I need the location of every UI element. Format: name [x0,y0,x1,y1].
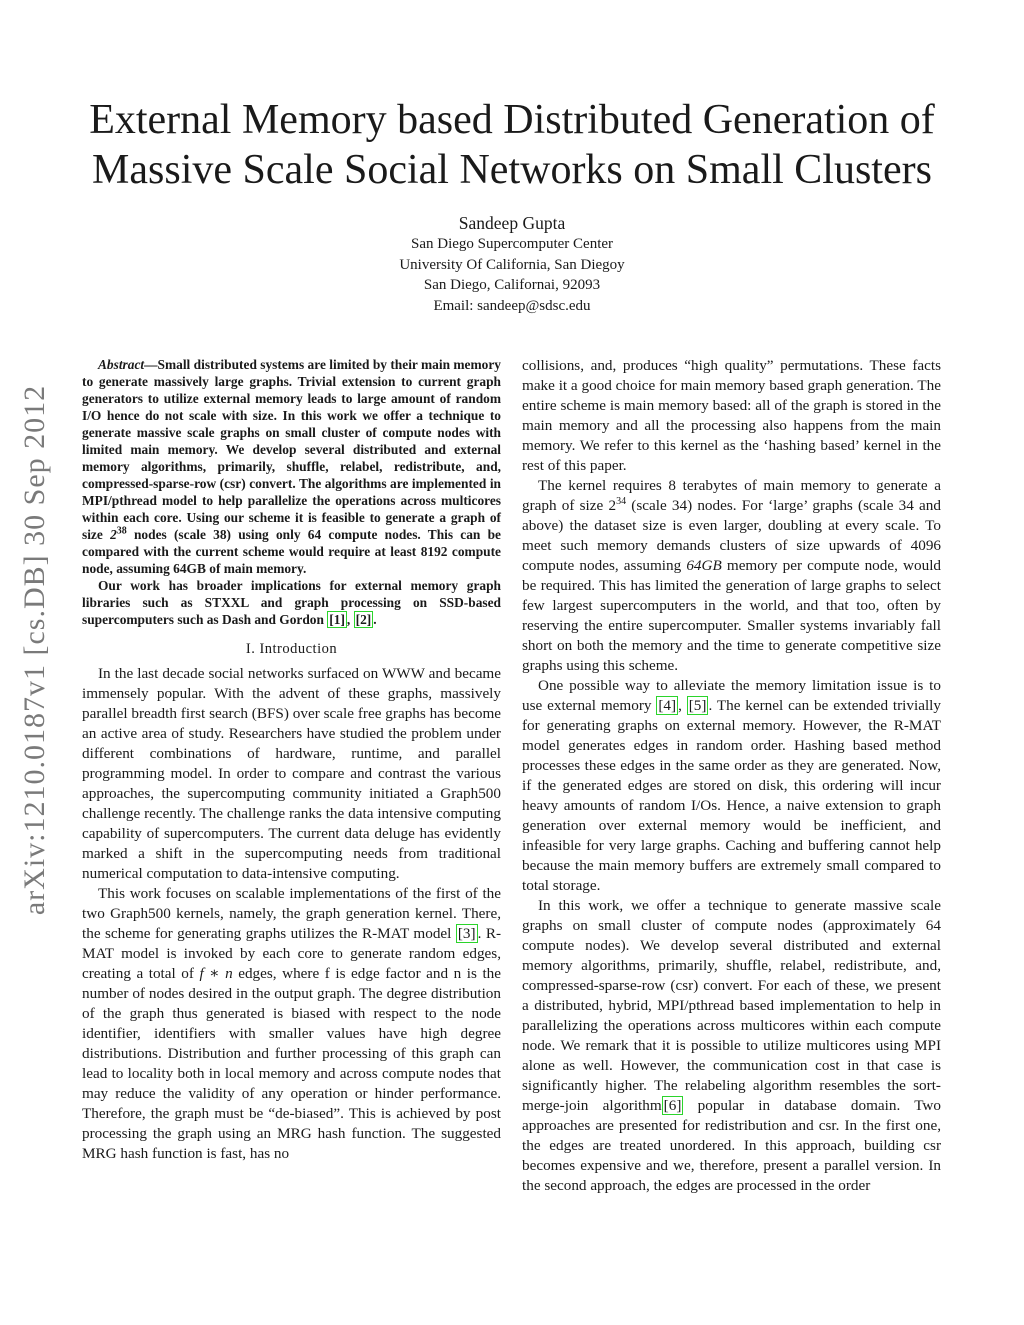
affiliation-line: University Of California, San Diegoy [399,256,625,273]
right-column [522,356,941,1196]
paper-title [60,95,964,195]
citation-link[interactable]: [4] [658,697,677,714]
author-email: Email: sandeep@sdsc.edu [433,297,591,314]
affiliation-line: San Diego, Californai, 92093 [423,277,601,293]
citation-link[interactable]: [5] [688,697,707,714]
arxiv-stamp [10,360,60,940]
citation-link[interactable]: [1] [329,612,345,627]
body-paragraph: The kernel requires 8 terabytes of main memory to generate a graph of size $2^{34}$ (scale 34) nodes. For ‘large’ graphs (scale 34 and above) the dataset size is even larger, doubling at every scale. To meet such memory demands clusters of size upwards of 4096 compute nodes, assuming 64GB memory per compute node, would be required. This has limited the generation of large graphs to select few largest supercomputers in the world, and that too, often by reserving the entire supercomputer. Smaller systems invariably fall short on both the memory and the time to generate competitive size graphs using this scheme. [522,477,942,674]
abstract-paragraph: Abstract—Small distributed systems are limited by their main memory to generate massively large graphs. Trivial extension to current graph generators to utilize external memory leads to large amount of random I/O hence do not scale with size. In this work we offer a technique to generate massive scale graphs on small cluster of compute nodes with limited main memory. We develop several distributed and external memory algorithms, primarily, shuffle, relabel, redistribute, and, compressed-sparse-row (csr) convert. The algorithms are implemented in MPI/pthread model to help parallelize the operations across multicores within each core. Using our scheme it is feasible to generate a graph of size $2^{38}$ nodes (scale 38) using only 64 compute nodes. This can be compared with the current scheme would require at least 8192 compute node, assuming 64GB of main memory. [82,357,501,576]
body-paragraph: In this work, we offer a technique to generate massive scale graphs on small cluster of compute nodes (approximately 64 compute nodes). We develop several distributed and external memory algorithms, primarily, shuffle, relabel, redistribute, and, compressed-sparse-row (csr) convert. For each of these, we present a distributed, hybrid, MPI/pthread based implementation to help in parallelizing the operations across multicores within each compute node. We remark that it is possible to utilize multicores using MPI alone as well. However, the communication cost in that case is significantly higher. The relabeling algorithm resembles the sort-merge-join algorithm [6] popular in database domain. Two approaches are presented for redistribution and csr. In the first one, the edges are treated unordered. In this approach, building csr becomes expensive and we, therefore, present a parallel version. In the second approach, the edges are processed in the order [522,897,941,1194]
citation-link[interactable]: [2] [355,612,372,627]
body-paragraph: collisions, and, produces “high quality” permutations. These facts make it a good choice for main memory based graph generation. The entire scheme is main memory based: all of the graph is stored in the main memory and all the processing also happens from the main memory. We refer to this kernel as the ‘hashing based’ kernel in the rest of this paper. [522,357,941,474]
arxiv-stamp-text: arXiv:1210.0187v1 [cs.DB] 30 Sep 2012 [18,384,51,916]
math-expression: f ∗ n [199,965,233,982]
section-heading: I. Introduction [245,641,338,657]
author-name: Sandeep Gupta [458,213,566,233]
citation-link[interactable]: [3] [457,925,476,942]
body-paragraph: In the last decade social networks surfaced on WWW and became immensely popular. With the advent of these graphs, massively parallel breadth first search (BFS) over scale free graphs has become an active area of study. Researchers have studied the problem under different combinations of hardware, runtime, and parallel programming model. In order to compare and contrast the various approaches, the supercomputing community initiated a Graph500 challenge recently. The challenge ranks the data intensive computing capability of supercomputers. The current data deluge has evidently marked a shift in the supercomputing needs from traditional numerical computation to data-intensive computing. [82,665,501,882]
title-line-2: Massive Scale Social Networks on Small Clusters [92,147,932,193]
citation-link[interactable]: [6] [663,1097,682,1114]
affiliation-line: San Diego Supercomputer Center [410,236,614,252]
left-column [82,356,501,1164]
title-line-1: External Memory based Distributed Generation of [89,97,935,143]
body-paragraph: This work focuses on scalable implementations of the first of the two Graph500 kernels, namely, the graph generation kernel. There, the scheme for generating graphs utilizes the R-MAT model [3] . R-MAT model is invoked by each core to generate random edges, creating a total of f ∗ n edges, where f is edge factor and n is the number of nodes desired in the output graph. The degree distribution of the graph thus generated is biased with respect to the node identifier, identifiers with smaller values have high degree distributions. Distribution and further processing of this graph can lead to locality both in local memory and across compute nodes that may reduce the validity of any operation or hinder performance. Therefore, the graph must be “de-biased”. This is achieved by post processing the graph using an MRG hash function. The suggested MRG hash function is fast, has no [82,885,502,1162]
abstract-paragraph: Our work has broader implications for external memory graph libraries such as STXXL and graph processing on SSD-based supercomputers such as Dash and Gordon [1] , [2] . [82,578,501,627]
body-paragraph: One possible way to alleviate the memory limitation issue is to use external memory [4] , [5] . The kernel can be extended trivially for generating graphs on external memory. However, the R-MAT model generates edges in random order. Hashing based method processes these edges in the same order as they are generated. Now, if the generated edges are stored on disk, this ordering will incur heavy amounts of random I/Os. Hence, a naive extension to graph generation over external memory would be inefficient, and infeasible for very large graphs. Caching and buffering cannot help because the main memory buffers are extremely small compared to total storage. [522,677,941,894]
author-block [260,212,764,316]
abstract-label: Abstract [98,357,145,372]
